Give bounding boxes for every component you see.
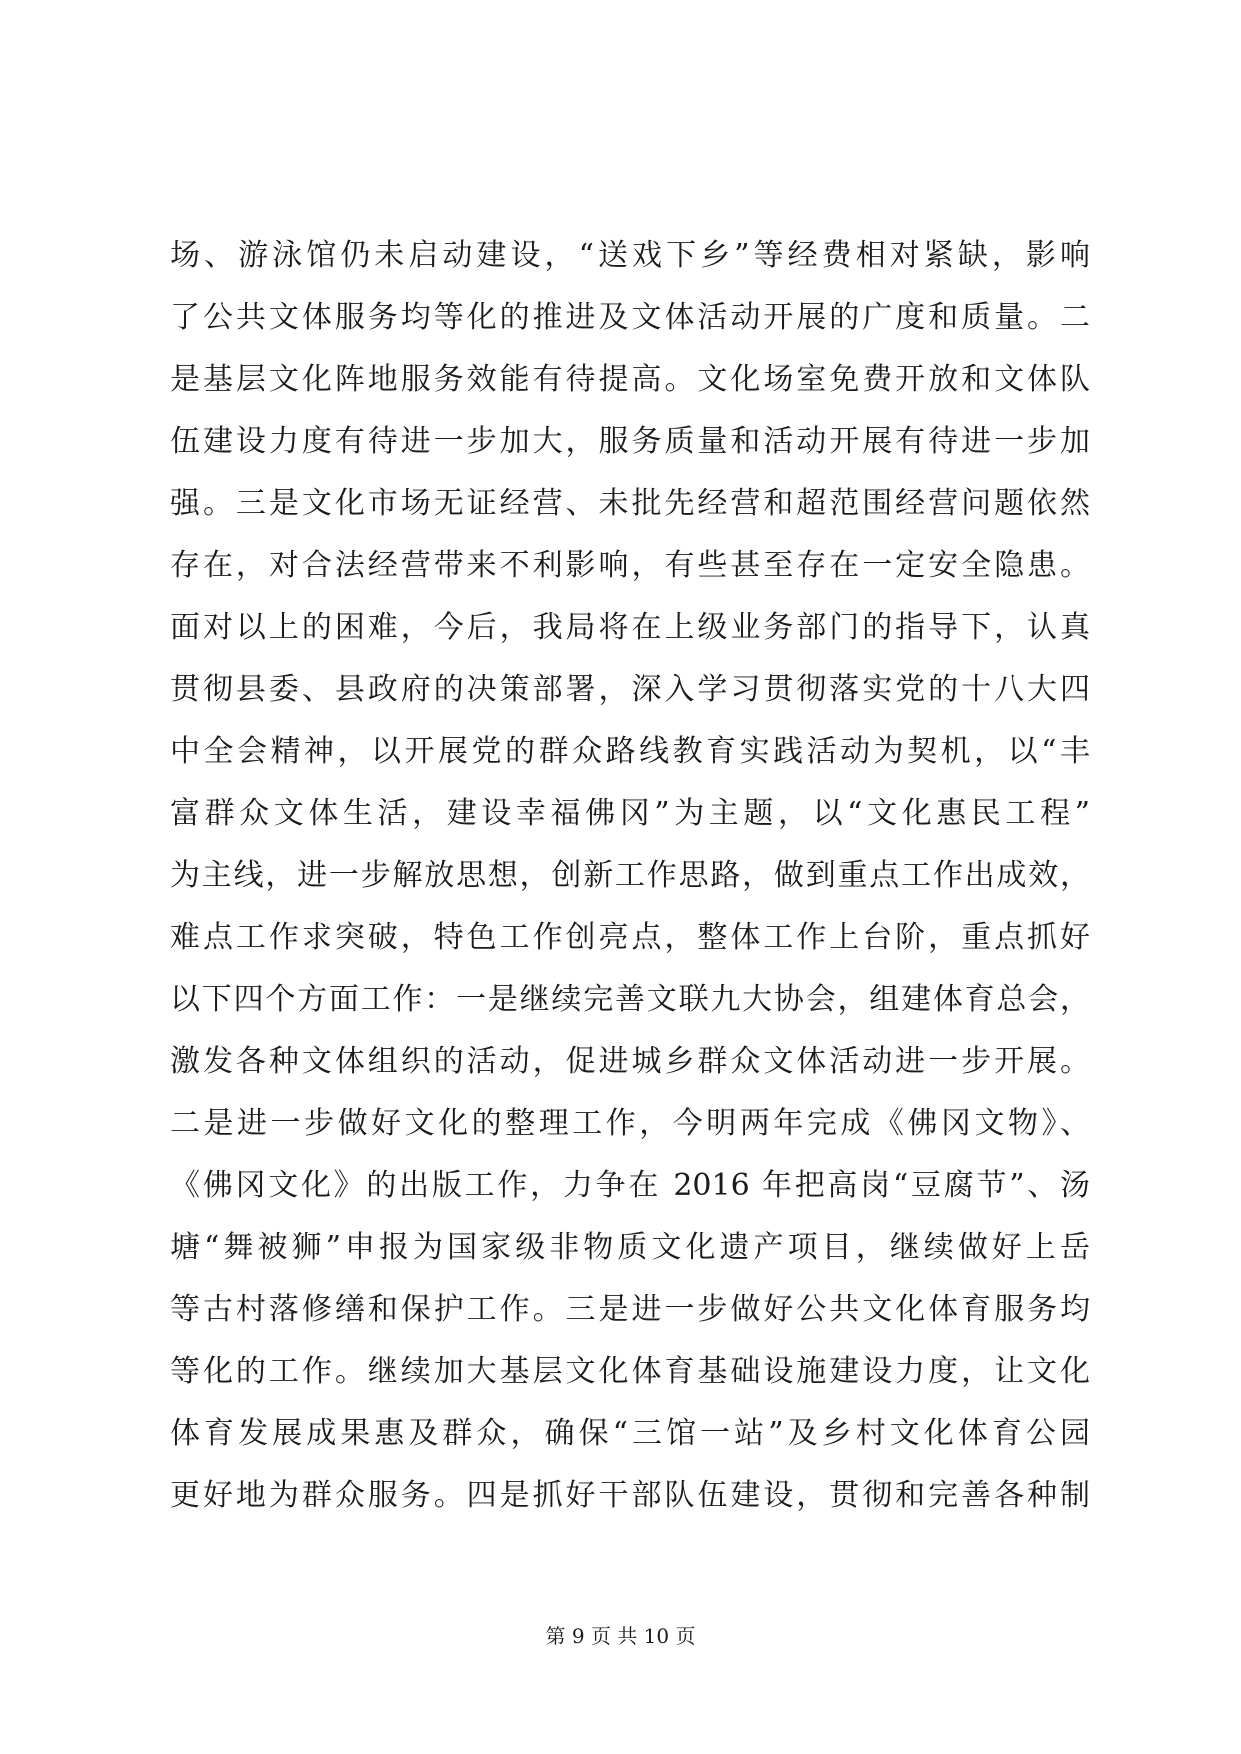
page-footer: 第 9 页 共 10 页	[545, 1624, 696, 1648]
text-line-5: 强。三是文化市场无证经营、未批先经营和超范围经营问题依然	[170, 486, 1090, 521]
text-line-16: 《佛冈文化》的出版工作，力争在 2016 年把高岗“豆腐节”、汤	[170, 1168, 1090, 1203]
text-line-1: 场、游泳馆仍未启动建设，“送戏下乡”等经费相对紧缺，影响	[170, 238, 1090, 273]
text-line-15: 二是进一步做好文化的整理工作，今明两年完成《佛冈文物》、	[170, 1106, 1090, 1141]
text-line-11: 为主线，进一步解放思想，创新工作思路，做到重点工作出成效，	[170, 858, 1090, 893]
text-line-7: 面对以上的困难，今后，我局将在上级业务部门的指导下，认真	[170, 610, 1090, 645]
text-line-14: 激发各种文体组织的活动，促进城乡群众文体活动进一步开展。	[170, 1044, 1090, 1079]
text-line-19: 等化的工作。继续加大基层文化体育基础设施建设力度，让文化	[170, 1354, 1090, 1389]
text-line-3: 是基层文化阵地服务效能有待提高。文化场室免费开放和文体队	[170, 362, 1090, 397]
text-line-8: 贯彻县委、县政府的决策部署，深入学习贯彻落实党的十八大四	[170, 672, 1090, 707]
body-text	[170, 225, 1090, 1527]
text-line-13: 以下四个方面工作：一是继续完善文联九大协会，组建体育总会，	[170, 982, 1090, 1017]
text-line-17: 塘“舞被狮”申报为国家级非物质文化遗产项目，继续做好上岳	[170, 1230, 1090, 1265]
text-line-20: 体育发展成果惠及群众，确保“三馆一站”及乡村文化体育公园	[170, 1416, 1090, 1451]
text-line-10: 富群众文体生活，建设幸福佛冈”为主题，以“文化惠民工程”	[170, 796, 1090, 831]
text-line-6: 存在，对合法经营带来不利影响，有些甚至存在一定安全隐患。	[170, 548, 1090, 583]
text-line-12: 难点工作求突破，特色工作创亮点，整体工作上台阶，重点抓好	[170, 920, 1090, 955]
text-line-9: 中全会精神，以开展党的群众路线教育实践活动为契机，以“丰	[170, 734, 1090, 769]
text-line-2: 了公共文体服务均等化的推进及文体活动开展的广度和质量。二	[170, 300, 1090, 335]
text-line-18: 等古村落修缮和保护工作。三是进一步做好公共文化体育服务均	[170, 1292, 1090, 1327]
text-line-4: 伍建设力度有待进一步加大，服务质量和活动开展有待进一步加	[170, 424, 1090, 459]
text-line-21: 更好地为群众服务。四是抓好干部队伍建设，贯彻和完善各种制	[170, 1478, 1090, 1513]
